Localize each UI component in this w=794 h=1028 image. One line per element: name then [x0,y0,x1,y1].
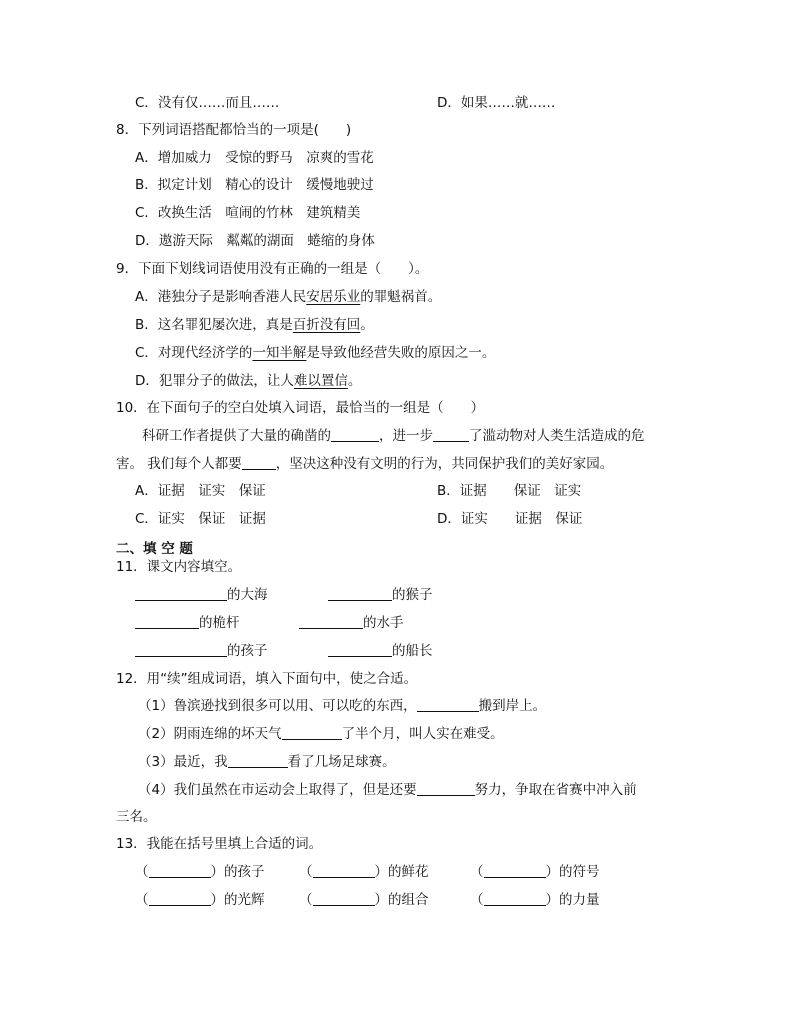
q11-item: 的孩子 [135,642,268,660]
answer-blank[interactable] [149,863,211,878]
q13-item: （ ）的力量 [470,892,600,908]
q12-sentence-4: （4）我们虽然在市运动会上取得了，但是还要 努力，争取在省赛中冲入前 [138,782,637,798]
answer-blank[interactable] [417,697,479,712]
q13-item: （ ）的组合 [299,892,429,908]
answer-blank[interactable] [484,891,546,906]
q7-option-c: C．没有仅……而且…… [135,95,280,111]
q9-option-b: B．这名罪犯屡次进，真是百折没有回。 [135,317,374,333]
underlined-phrase: 百折没有回 [292,317,361,333]
q12-sentence-4-cont: 三名。 [116,809,157,825]
answer-blank[interactable] [242,455,276,470]
q12-sentence-3: （3）最近，我 看了几场足球赛。 [138,754,396,770]
q9-option-a: A．港独分子是影响香港人民安居乐业的罪魁祸首。 [135,289,442,305]
q13-item: （ ）的孩子 [135,864,265,880]
underlined-phrase: 安居乐业 [306,289,361,305]
answer-blank[interactable] [417,781,475,796]
answer-blank[interactable] [328,642,392,657]
q8-option-c: C．改换生活 喧闹的竹林 建筑精美 [135,205,361,221]
answer-blank[interactable] [282,725,342,740]
answer-blank[interactable] [331,427,379,442]
q8-option-d: D．遨游天际 粼粼的湖面 蜷缩的身体 [135,233,375,249]
q10-passage-line2: 害。 我们每个人都要 ，坚决这种没有文明的行为，共同保护我们的美好家园。 [116,456,614,472]
answer-blank[interactable] [484,863,546,878]
q11-item: 的船长 [328,642,433,660]
q8-stem: 8．下列词语搭配都恰当的一项是( ) [116,122,352,138]
q8-option-a: A．增加威力 受惊的野马 凉爽的雪花 [135,150,374,166]
answer-blank[interactable] [135,586,227,601]
q12-sentence-2: （2）阴雨连绵的坏天气 了半个月，叫人实在难受。 [138,726,504,742]
q10-option-b: B．证据 保证 证实 [437,483,582,499]
q8-option-b: B．拟定计划 精心的设计 缓慢地驶过 [135,177,374,193]
q13-item: （ ）的符号 [470,864,600,880]
q10-option-a: A．证据 证实 保证 [135,483,266,499]
q7-option-d: D．如果……就…… [437,95,556,111]
q11-item: 的水手 [299,614,404,632]
section-title: 二、填 空 题 [116,541,193,557]
q13-item: （ ）的鲜花 [299,864,429,880]
q11-item: 的大海 [135,586,268,604]
answer-blank[interactable] [135,642,227,657]
underlined-phrase: 一知半解 [252,345,307,361]
q11-item: 的桅杆 [135,614,240,632]
q10-option-c: C．证实 保证 证据 [135,511,266,527]
underlined-phrase: 难以置信 [293,373,348,389]
answer-blank[interactable] [228,753,288,768]
answer-blank[interactable] [313,891,375,906]
q10-option-d: D．证实 证据 保证 [437,511,583,527]
answer-blank[interactable] [149,891,211,906]
answer-blank[interactable] [328,586,392,601]
q9-stem: 9．下面下划线词语使用没有正确的一组是（ ）。 [116,261,429,277]
answer-blank[interactable] [135,614,199,629]
answer-blank[interactable] [313,863,375,878]
q10-passage-line1: 科研工作者提供了大量的确凿的 ，进一步 了滥动物对人类生活造成的危 [142,428,645,444]
q10-stem: 10．在下面句子的空白处填入词语，最恰当的一组是（ ） [116,400,485,416]
answer-blank[interactable] [433,427,469,442]
q12-stem: 12．用“续”组成词语，填入下面句中，使之合适。 [116,671,418,687]
q12-sentence-1: （1）鲁滨逊找到很多可以用、可以吃的东西， 搬到岸上。 [138,698,547,714]
q13-item: （ ）的光辉 [135,892,265,908]
q11-stem: 11．课文内容填空。 [116,559,242,575]
q13-stem: 13．我能在括号里填上合适的词。 [116,836,323,852]
q9-option-c: C．对现代经济学的一知半解是导致他经营失败的原因之一。 [135,345,496,361]
answer-blank[interactable] [299,614,363,629]
q11-item: 的猴子 [328,586,433,604]
q9-option-d: D．犯罪分子的做法，让人难以置信。 [135,373,362,389]
